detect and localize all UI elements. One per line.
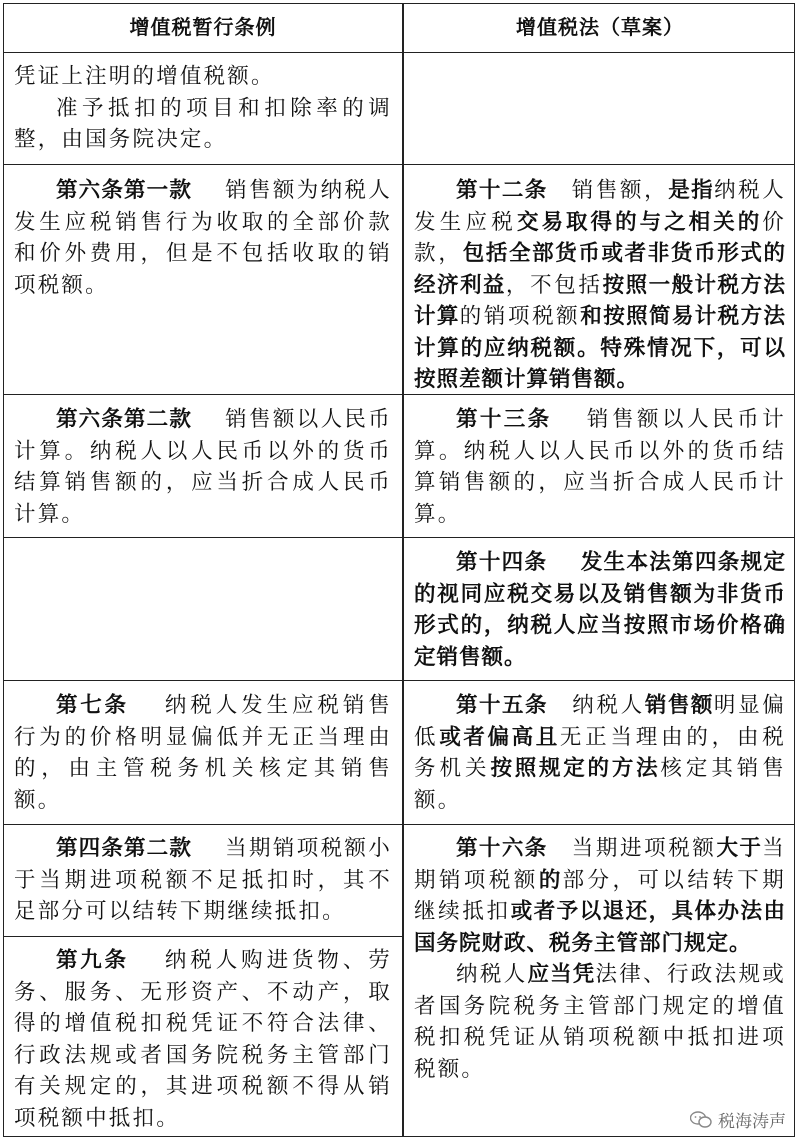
article-7-text: 纳税人发生应税销售行为的价格明显偏低并无正当理由的，由主管税务机关核定其销售额。 <box>14 693 392 813</box>
row-divider <box>4 537 794 538</box>
watermark <box>690 1107 786 1132</box>
article-14-text: 发生本法第四条规定的视同应税交易以及销售额为非货币形式的，纳税人应当按照市场价格确定销售额。 <box>414 550 786 670</box>
text-span: 当期销项税额 <box>414 836 786 893</box>
row5-left <box>4 690 402 816</box>
row5-right <box>404 690 796 816</box>
row-divider <box>4 394 794 395</box>
article-12-head: 第十二条 <box>456 178 548 203</box>
row-divider <box>4 52 794 53</box>
row3-right <box>404 404 796 530</box>
row-divider <box>4 680 794 681</box>
row6-left-a <box>4 833 402 928</box>
text-span: 明显偏低 <box>414 693 786 750</box>
article-15-head: 第十五条 <box>456 693 549 718</box>
bold-span: 的 <box>538 867 563 893</box>
article-7-head: 第七条 <box>56 693 129 718</box>
text-span: 无正当理由的，由税务机关 <box>414 724 786 781</box>
cell-divider <box>4 936 402 937</box>
text-span: 纳税人发生应税 <box>414 178 786 235</box>
article-4-2-head: 第四条第二款 <box>56 836 193 861</box>
bold-span: 交易取得的与之相关的 <box>516 209 763 235</box>
article-6-2-head: 第六条第二款 <box>56 407 193 432</box>
text-span: 当期进项税额 <box>571 836 717 861</box>
bold-span: 按照规定的方法 <box>490 756 661 781</box>
text-span: 销售额， <box>571 178 669 203</box>
row6-right <box>404 833 796 1085</box>
text-span: 价款， <box>414 209 786 266</box>
text-span: 纳税人 <box>572 693 645 718</box>
bold-span: 是指 <box>668 178 715 203</box>
article-13-text: 销售额以人民币计算。纳税人以人民币以外的货币结算销售额的，应当折合成人民币计算。 <box>414 407 786 527</box>
row3-left <box>4 404 402 530</box>
text-span: 部分，可以结转下期继续抵扣 <box>414 867 786 924</box>
row6-left-b <box>4 945 402 1134</box>
article-9-text: 纳税人购进货物、劳务、服务、无形资产、不动产，取得的增值税扣税凭证不符合法律、行政法规或者国务院税务主管部门有关规定的，其进项税额不得从销项税额中抵扣。 <box>14 948 392 1131</box>
row1-left-line2: 准予抵扣的项目和扣除率的调整，由国务院决定。 <box>14 95 392 152</box>
header-right: 增值税法（草案） <box>516 15 684 39</box>
row2-right <box>404 175 796 396</box>
row1-left-line1: 凭证上注明的增值税额。 <box>14 64 275 89</box>
article-6-1-text: 销售额为纳税人发生应税销售行为收取的全部价款和价外费用，但是不包括收取的销项税额。 <box>14 178 392 298</box>
text-span: 纳税人 <box>456 962 528 987</box>
bold-span: 大于 <box>716 836 763 861</box>
article-6-1-head: 第六条第一款 <box>56 178 193 203</box>
comparison-table <box>3 3 795 1137</box>
bold-span: 或者予以退还，具体办法由国务院财政、税务主管部门规定。 <box>414 899 786 956</box>
row1-left <box>4 61 402 156</box>
wechat-icon <box>690 1111 712 1129</box>
article-13-head: 第十三条 <box>456 407 552 432</box>
row4-right <box>404 547 796 673</box>
article-9-head: 第九条 <box>56 948 129 973</box>
bold-span: 按照一般计税方法计算 <box>414 272 786 329</box>
watermark-text: 税海涛声 <box>718 1112 786 1132</box>
text-span: 法律、行政法规或者国务院税务主管部门规定的增值税扣税凭证从销项税额中抵扣进项税额。 <box>414 962 786 1082</box>
row-divider <box>4 164 794 165</box>
text-span: 的销项税额 <box>459 304 581 329</box>
article-6-2-text: 销售额以人民币计算。纳税人以人民币以外的货币结算销售额的，应当折合成人民币计算。 <box>14 407 392 527</box>
bold-span: 和按照简易计税方法计算的应纳税额。特殊情况下，可以按照差额计算销售额。 <box>414 304 786 392</box>
bold-span: 包括全部货币或者非货币形式的经济利益 <box>414 241 786 298</box>
bold-span: 销售额 <box>644 693 714 718</box>
row-divider <box>4 824 794 825</box>
header-left: 增值税暂行条例 <box>129 15 277 39</box>
row2-left <box>4 175 402 301</box>
text-span: ，不包括 <box>505 272 603 298</box>
article-4-2-text: 当期销项税额小于当期进项税额不足抵扣时，其不足部分可以结转下期继续抵扣。 <box>14 836 392 924</box>
article-16-head: 第十六条 <box>456 836 548 861</box>
bold-span: 应当凭 <box>527 962 596 987</box>
article-14-head: 第十四条 <box>456 550 548 575</box>
bold-span: 或者偏高且 <box>439 724 560 750</box>
text-span: 核定其销售额。 <box>414 756 786 813</box>
